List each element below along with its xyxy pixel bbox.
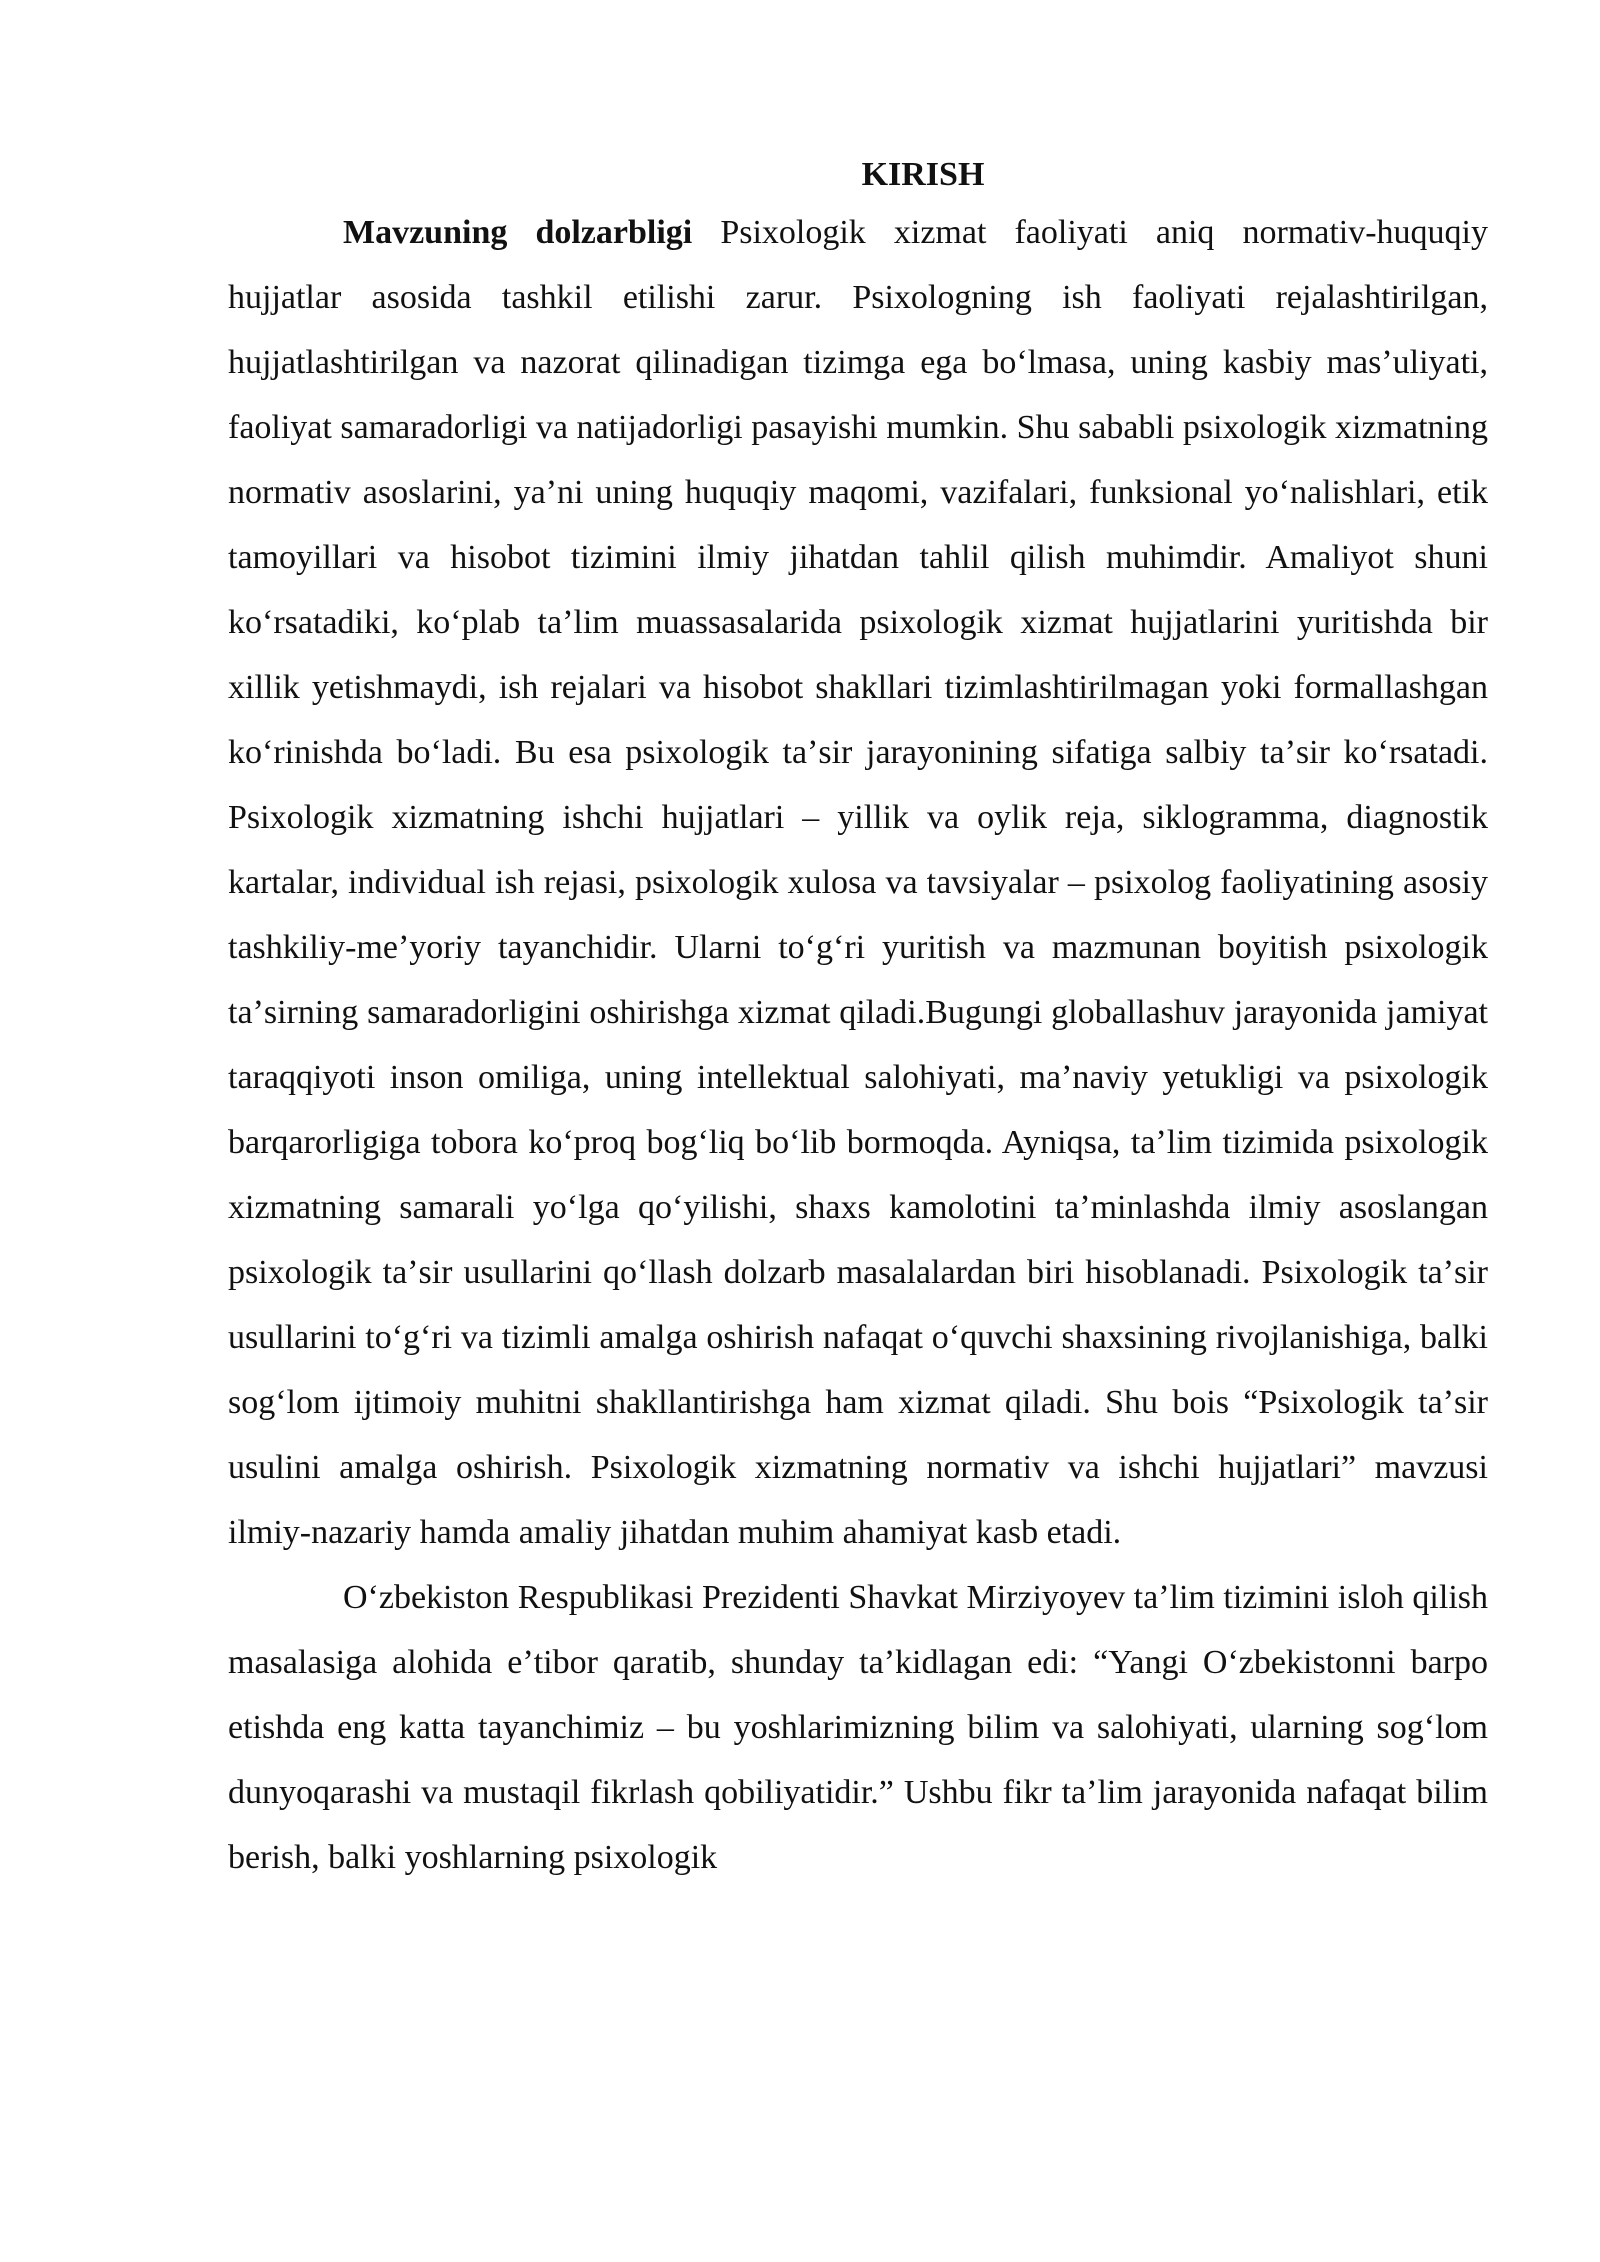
document-body [228, 150, 1488, 1890]
paragraph-text: Psixologik xizmat faoliyati aniq normativ-huquqiy hujjatlar asosida tashkil etilishi zarur. Psixologning ish faoliyati rejalashtirilgan, hujjatlashtirilgan va nazorat qilinadigan tizimga ega boʻlmasa, uning kasbiy masʼuliyati, faoliyat samaradorligi va natijadorligi pasayishi mumkin. Shu sababli psixologik xizmatning normativ asoslarini, yaʼni uning huquqiy maqomi, vazifalari, funksional yoʻnalishlari, etik tamoyillari va hisobot tizimini ilmiy jihatdan tahlil qilish muhimdir. Amaliyot shuni koʻrsatadiki, koʻplab taʼlim muassasalarida psixologik xizmat hujjatlarini yuritishda bir xillik yetishmaydi, ish rejalari va hisobot shakllari tizimlashtirilmagan yoki formallashgan koʻrinishda boʻladi. Bu esa psixologik taʼsir jarayonining sifatiga salbiy taʼsir koʻrsatadi. Psixologik xizmatning ishchi hujjatlari – yillik va oylik reja, siklogramma, diagnostik kartalar, individual ish rejasi, psixologik xulosa va tavsiyalar – psixolog faoliyatining asosiy tashkiliy-meʼyoriy tayanchidir. Ularni toʻgʻri yuritish va mazmunan boyitish psixologik taʼsirning samaradorligini oshirishga xizmat qiladi.Bugungi globallashuv jarayonida jamiyat taraqqiyoti inson omiliga, uning intellektual salohiyati, maʼnaviy yetukligi va psixologik barqarorligiga tobora koʻproq bogʻliq boʻlib bormoqda. Ayniqsa, taʼlim tizimida psixologik xizmatning samarali yoʻlga qoʻyilishi, shaxs kamolotini taʼminlashda ilmiy asoslangan psixologik taʼsir usullarini qoʻllash dolzarb masalalardan biri hisoblanadi. Psixologik taʼsir usullarini toʻgʻri va tizimli amalga oshirish nafaqat oʻquvchi shaxsining rivojlanishiga, balki sogʻlom ijtimoiy muhitni shakllantirishga ham xizmat qiladi. Shu bois “Psixologik taʼsir usulini amalga oshirish. Psixologik xizmatning normativ va ishchi hujjatlari” mavzusi ilmiy-nazariy hamda amaliy jihatdan muhim ahamiyat kasb etadi. [228, 214, 1488, 1551]
paragraph-text: Oʻzbekiston Respublikasi Prezidenti Shavkat Mirziyoyev taʼlim tizimini isloh qilish masalasiga alohida eʼtibor qaratib, shunday taʼkidlagan edi: “Yangi Oʻzbekistonni barpo etishda eng katta tayanchimiz – bu yoshlarimizning bilim va salohiyati, ularning sogʻlom dunyoqarashi va mustaqil fikrlash qobiliyatidir.” Ushbu fikr taʼlim jarayonida nafaqat bilim berish, balki yoshlarning psixologik [228, 1579, 1488, 1876]
paragraph-relevance [228, 200, 1488, 1565]
paragraph-president-quote [228, 1565, 1488, 1890]
paragraph-lead: Mavzuning dolzarbligi [343, 214, 693, 251]
section-heading: KIRISH [861, 156, 985, 193]
